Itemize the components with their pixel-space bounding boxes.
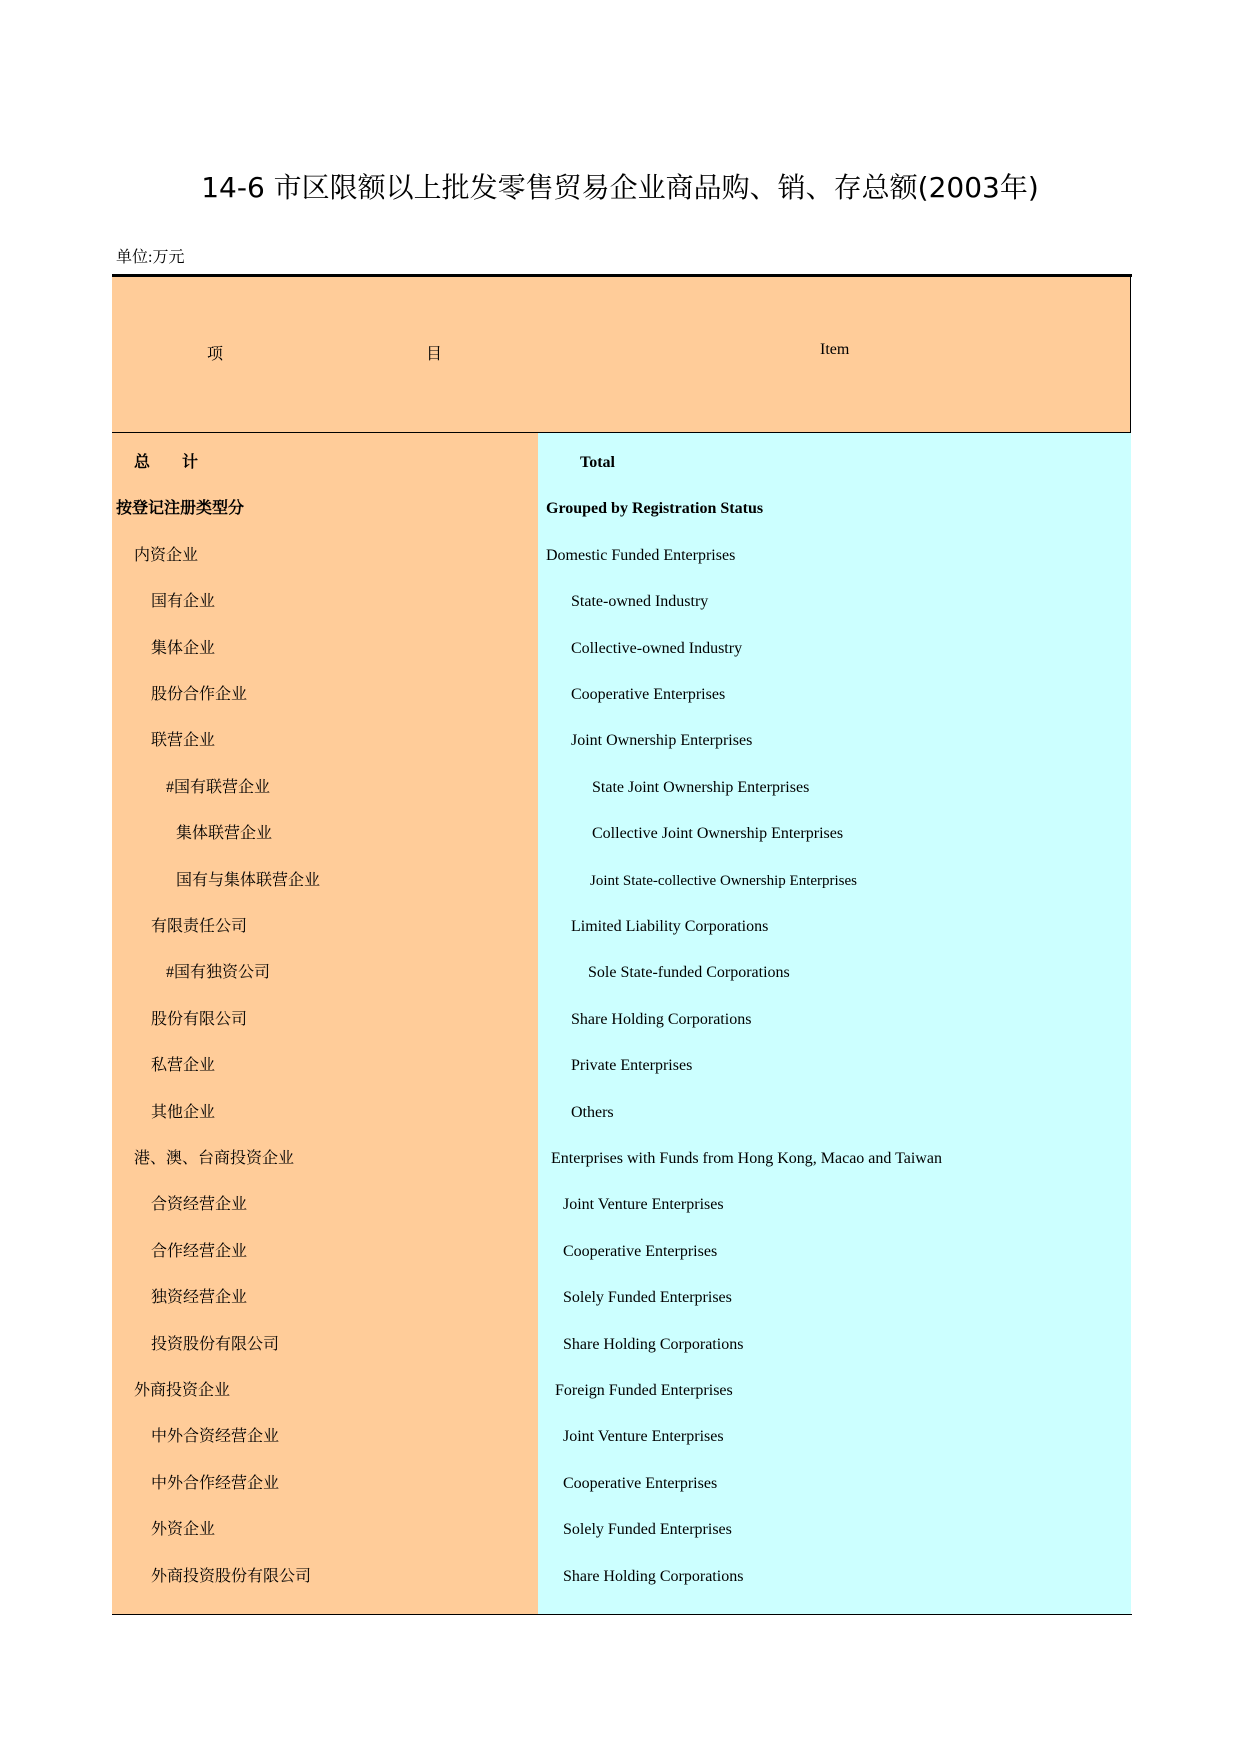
- row-label-cn: 股份有限公司: [151, 1011, 248, 1028]
- row-label-cn: 联营企业: [151, 732, 216, 749]
- page-title: 14-6 市区限额以上批发零售贸易企业商品购、销、存总额(2003年): [201, 171, 1039, 204]
- row-label-cn: 港、澳、台商投资企业: [134, 1150, 295, 1167]
- row-label-en: Joint Venture Enterprises: [563, 1196, 724, 1213]
- row-label-cn: 内资企业: [134, 547, 199, 564]
- header-xiang: 项: [207, 346, 224, 363]
- row-label-en: Others: [571, 1104, 614, 1121]
- row-label-en: State-owned Industry: [571, 593, 709, 610]
- row-label-en: Share Holding Corporations: [571, 1011, 752, 1028]
- row-label-cn: 独资经营企业: [151, 1289, 248, 1306]
- row-label-cn: 其他企业: [151, 1104, 216, 1121]
- row-label-cn: #国有联营企业: [166, 779, 271, 796]
- header-item: Item: [820, 341, 850, 358]
- row-label-cn: 合作经营企业: [151, 1243, 248, 1260]
- header-mu: 目: [426, 346, 443, 363]
- row-label-en: Collective-owned Industry: [571, 640, 743, 657]
- row-label-cn: 合资经营企业: [151, 1196, 248, 1213]
- row-label-cn: 外资企业: [151, 1521, 216, 1538]
- row-label-en: Share Holding Corporations: [563, 1568, 744, 1585]
- row-label-cn: 外商投资股份有限公司: [151, 1568, 312, 1585]
- row-label-cn: 中外合作经营企业: [151, 1475, 280, 1492]
- row-label-en: Cooperative Enterprises: [563, 1475, 718, 1492]
- row-label-cn: 按登记注册类型分: [116, 500, 245, 517]
- row-label-cn: 有限责任公司: [151, 918, 248, 935]
- row-label-en: Sole State-funded Corporations: [588, 964, 790, 981]
- row-label-en: Share Holding Corporations: [563, 1336, 744, 1353]
- row-label-cn: 中外合资经营企业: [151, 1428, 280, 1445]
- row-label-cn: 股份合作企业: [151, 686, 248, 703]
- row-label-en: Total: [580, 454, 615, 471]
- row-label-en: Cooperative Enterprises: [571, 686, 726, 703]
- row-label-en: Cooperative Enterprises: [563, 1243, 718, 1260]
- row-label-cn: 外商投资企业: [134, 1382, 231, 1399]
- unit-label: 单位:万元: [116, 249, 185, 266]
- row-label-en: Joint State-collective Ownership Enterprises: [590, 873, 858, 889]
- row-label-en: Enterprises with Funds from Hong Kong, Macao and Taiwan: [551, 1150, 942, 1167]
- row-label-en: Solely Funded Enterprises: [563, 1521, 732, 1538]
- row-label-cn: 集体联营企业: [176, 825, 273, 842]
- table-bottom-rule: [112, 1614, 1132, 1615]
- row-label-cn: 投资股份有限公司: [151, 1336, 280, 1353]
- row-label-cn: 国有企业: [151, 593, 216, 610]
- row-label-en: Limited Liability Corporations: [571, 918, 769, 935]
- row-label-en: Foreign Funded Enterprises: [555, 1382, 733, 1399]
- row-label-en: Grouped by Registration Status: [546, 500, 764, 517]
- row-label-en: Solely Funded Enterprises: [563, 1289, 732, 1306]
- row-label-cn: 集体企业: [151, 640, 216, 657]
- row-label-en: Private Enterprises: [571, 1057, 693, 1074]
- row-label-en: State Joint Ownership Enterprises: [592, 779, 810, 796]
- row-label-cn: 私营企业: [151, 1057, 216, 1074]
- row-label-cn: 总 计: [134, 454, 199, 471]
- row-label-en: Joint Venture Enterprises: [563, 1428, 724, 1445]
- row-label-en: Joint Ownership Enterprises: [571, 732, 753, 749]
- row-label-cn: #国有独资公司: [166, 964, 271, 981]
- row-label-en: Collective Joint Ownership Enterprises: [592, 825, 844, 842]
- table-header: [112, 277, 1131, 433]
- row-label-cn: 国有与集体联营企业: [176, 872, 321, 889]
- row-label-en: Domestic Funded Enterprises: [546, 547, 736, 564]
